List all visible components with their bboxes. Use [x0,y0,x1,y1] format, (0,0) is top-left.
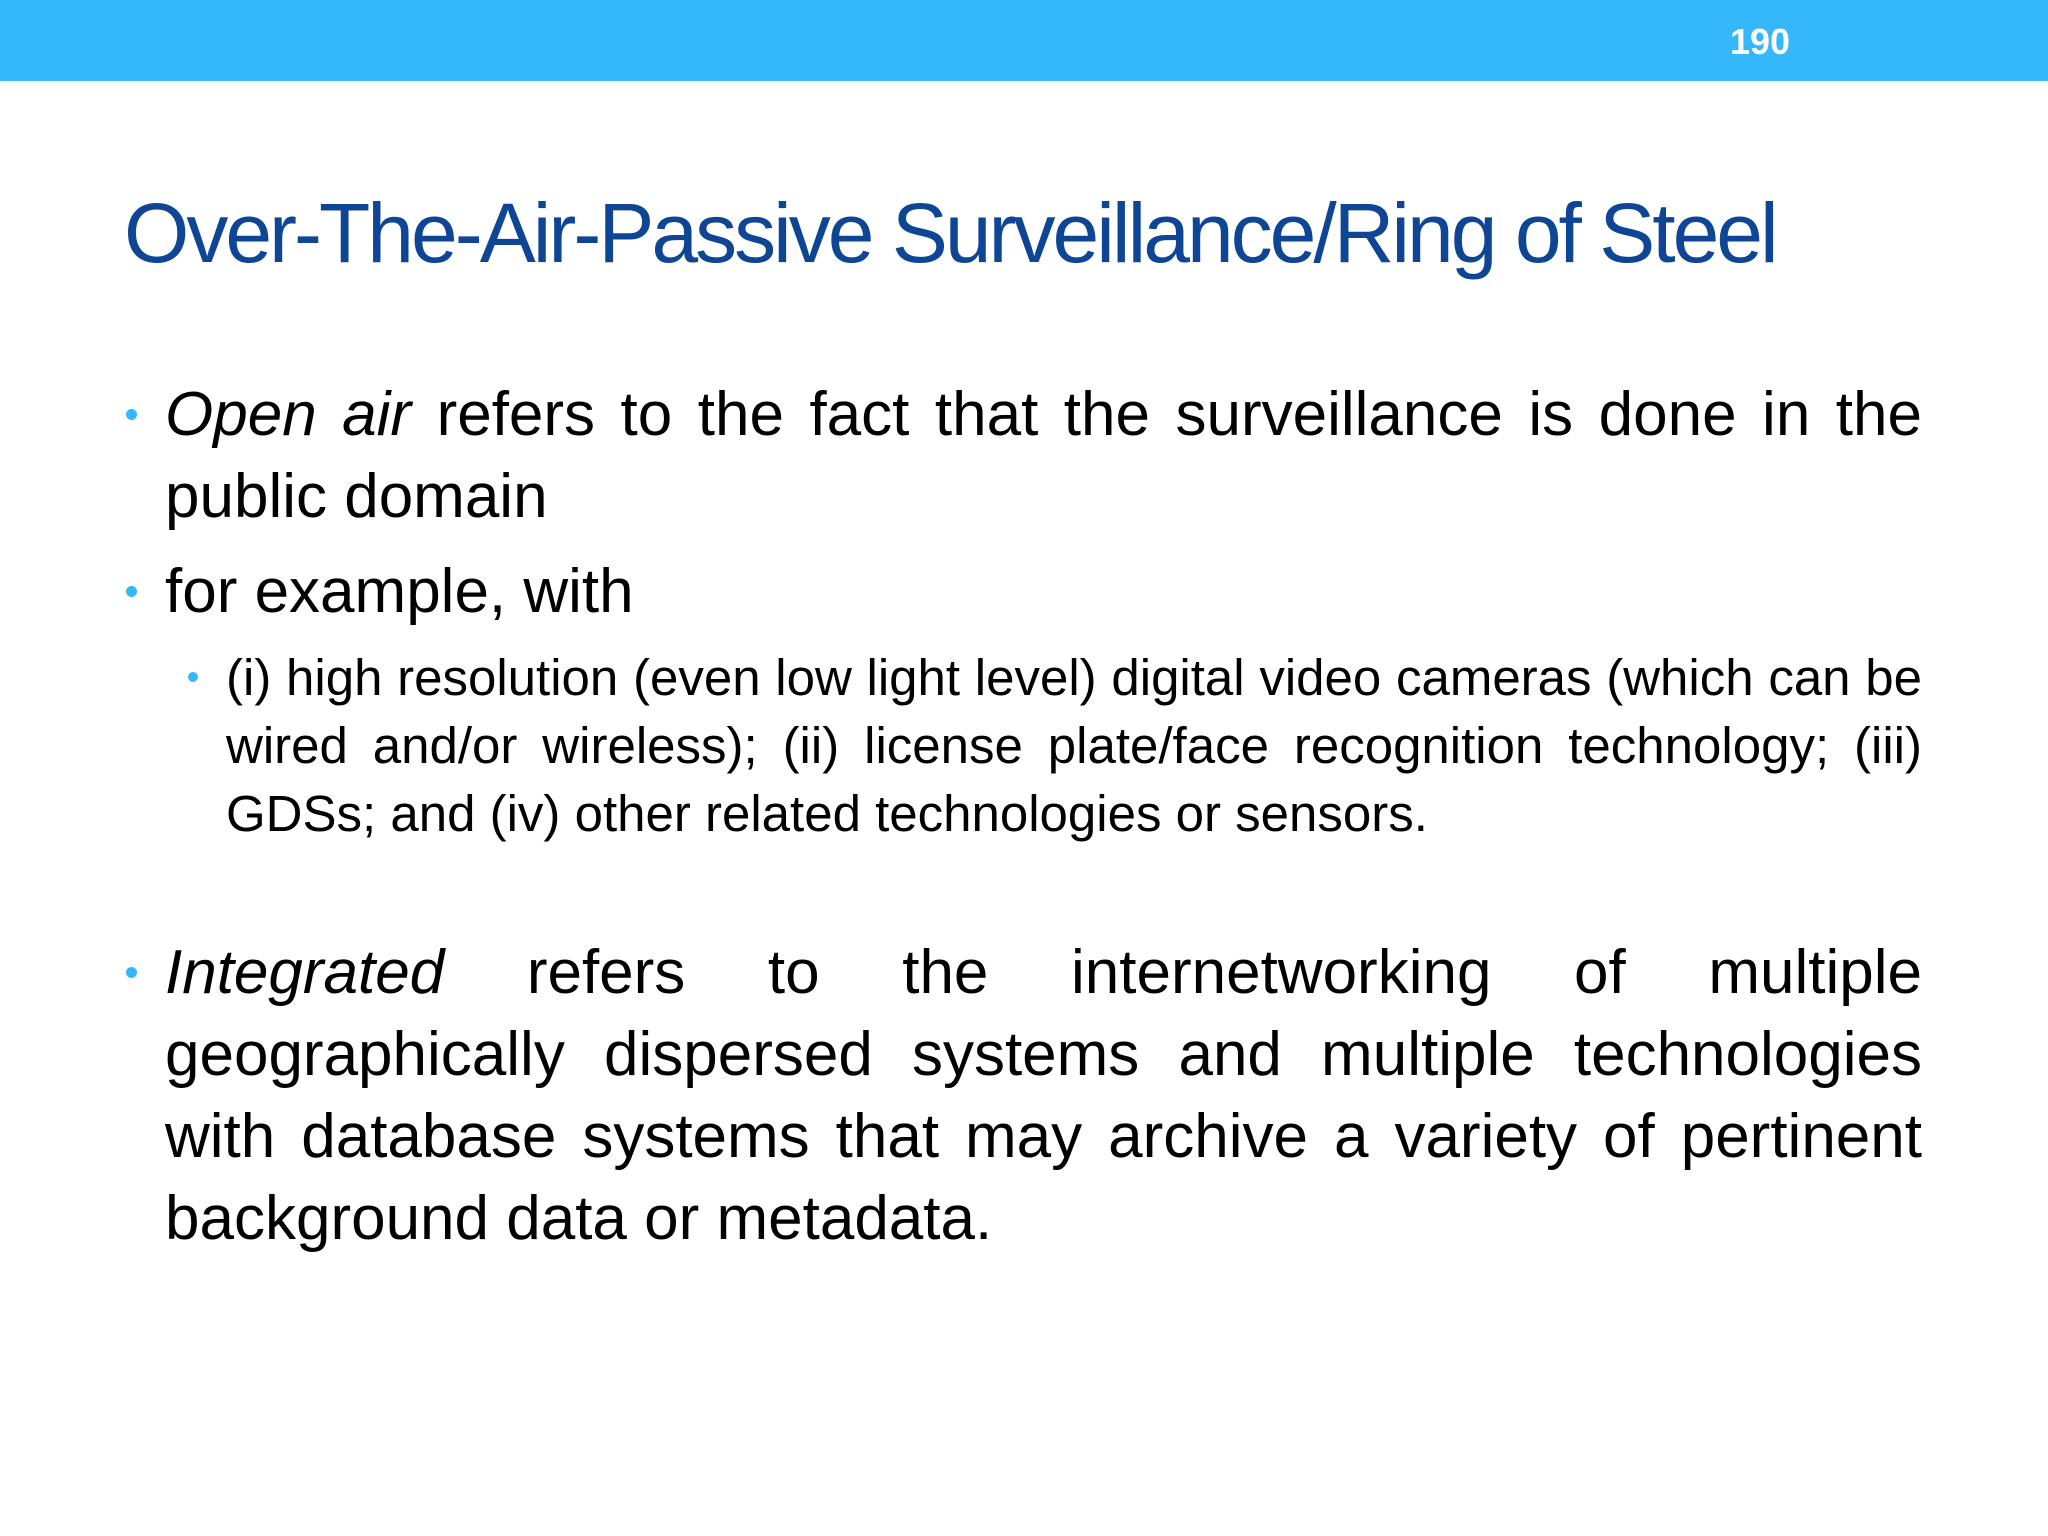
bullet-dot-icon [126,586,137,597]
sub-bullet-technologies [226,644,1922,848]
bullet-open-air [165,374,1922,538]
bullet-text: for example, with [165,557,634,626]
bullet-emphasis: Open air [165,380,412,449]
bullet-dot-icon [188,672,198,682]
bullet-dot-icon [126,409,137,420]
bullet-text: refers to the fact that the surveillance is done in the public domain [165,380,1922,531]
slide-number: 190 [1729,21,1791,62]
bullet-integrated [165,932,1922,1260]
bullet-dot-icon [126,967,137,978]
bullet-text: refers to the internetworking of multiple geographically dispersed systems and multiple technologies with database systems that may archive a variety of pertinent background data or metadata. [165,938,1922,1253]
bullet-for-example [165,551,1922,633]
bullet-emphasis: Integrated [165,938,445,1007]
slide-title: Over-The-Air-Passive Surveillance/Ring of Steel [124,186,1776,280]
bullet-text: (i) high resolution (even low light level) digital video cameras (which can be wired and/or wireless); (ii) license plate/face recognition technology; (iii) GDSs; and (iv) other related technologies or sensors. [226,649,1922,842]
